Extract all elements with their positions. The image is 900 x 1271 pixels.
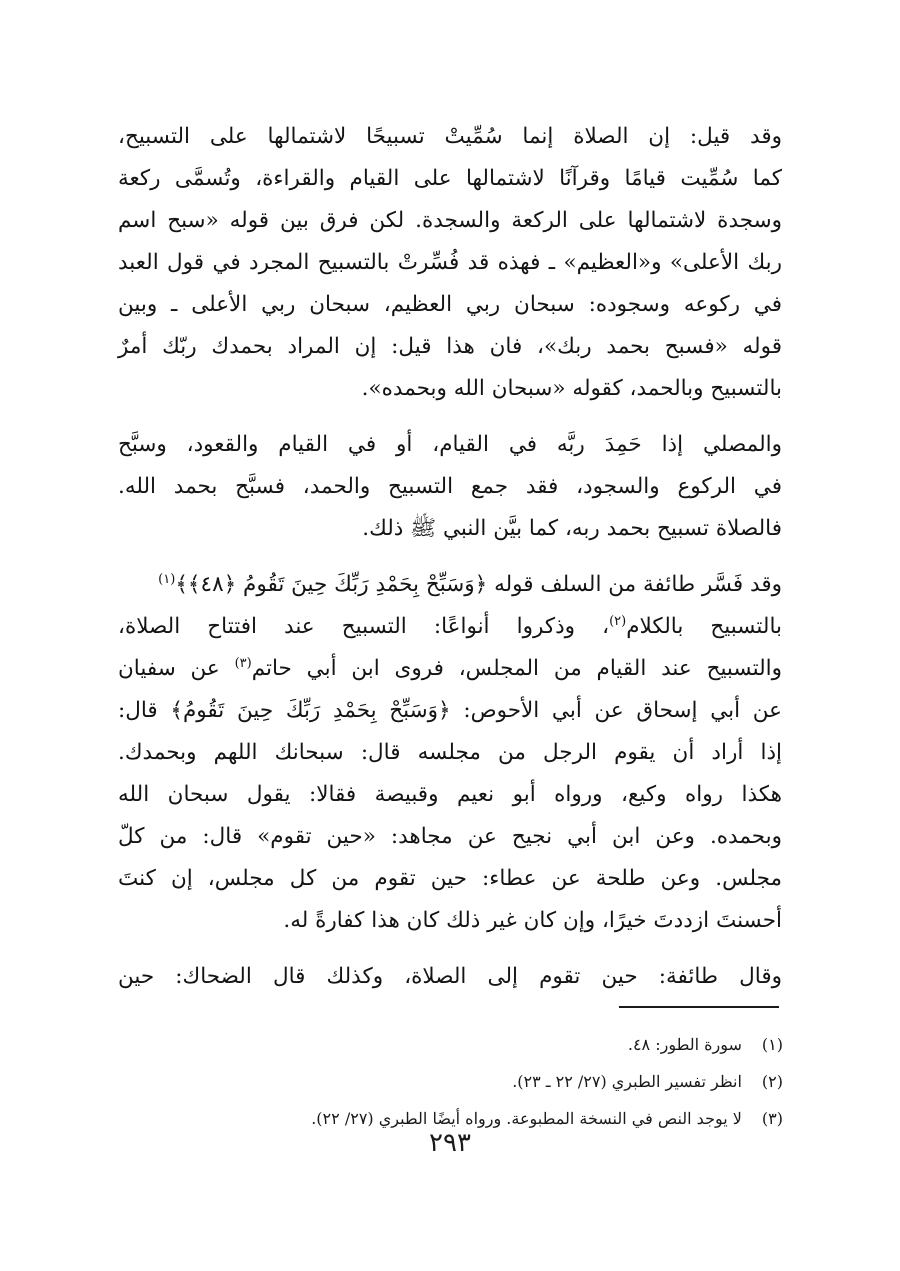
footnote-ref-1: (١): [158, 571, 176, 587]
footnote-divider: [619, 1006, 779, 1008]
paragraph-1: [118, 116, 782, 410]
footnote-number: (٢): [761, 1072, 783, 1091]
footnote-ref-3: (٣): [234, 655, 252, 671]
text-line: وبحمده. وعن ابن أبي نجيح عن مجاهد: «حين تقوم» قال: من كلّ: [118, 824, 782, 849]
footnote-text: لا يوجد النص في النسخة المطبوعة. ورواه أيضًا الطبري (٢٧/ ٢٢).: [311, 1109, 742, 1128]
footnote-text: انظر تفسير الطبري (٢٧/ ٢٢ ـ ٢٣).: [512, 1072, 742, 1091]
text-line: وقال طائفة: حين تقوم إلى الصلاة، وكذلك قال الضحاك: حين: [118, 964, 782, 989]
text-line: عن أبي إسحاق عن أبي الأحوص: ﴿وَسَبِّحْ بِحَمْدِ رَبِّكَ حِينَ تَقُومُ﴾ قال:: [118, 698, 782, 723]
text-line: وسجدة لاشتمالها على الركعة والسجدة. لكن فرق بين قوله «سبح اسم: [118, 208, 782, 233]
text-span: عن سفيان: [118, 656, 235, 681]
page-number: ٢٩٣: [429, 1128, 471, 1158]
text-line: ربك الأعلى» و«العظيم» ـ فهذه قد فُسِّرتْ بالتسبيح المجرد في قول العبد: [118, 250, 782, 275]
text-line: بالتسبيح وبالحمد، كقوله «سبحان الله وبحمده».: [361, 376, 782, 401]
text-line: فالصلاة تسبيح بحمد ربه، كما بيَّن النبي ﷺ ذلك.: [362, 516, 782, 541]
text-span: والتسبيح عند القيام من المجلس، فروى ابن أبي حاتم: [251, 656, 782, 681]
text-line: مجلس. وعن طلحة عن عطاء: حين تقوم من كل مجلس، إن كنتَ: [118, 866, 782, 891]
text-line: أحسنتَ ازددتَ خيرًا، وإن كان غير ذلك كان هذا كفارةً له.: [283, 908, 782, 933]
main-text: [118, 116, 782, 1012]
text-line: كما سُمِّيت قيامًا وقرآنًا لاشتمالها على القيام والقراءة، وتُسمَّى ركعة: [118, 166, 782, 191]
paragraph-3: [118, 564, 782, 942]
paragraph-2: [118, 424, 782, 550]
text-line: إذا أراد أن يقوم الرجل من مجلسه قال: سبحانك اللهم وبحمدك.: [118, 740, 782, 765]
footnote-number: (١): [761, 1035, 783, 1054]
text-line: [118, 606, 782, 648]
footnote-text: سورة الطور: ٤٨.: [627, 1035, 742, 1054]
footnote: [160, 1026, 783, 1063]
footnote: [160, 1063, 783, 1100]
text-span: ، وذكروا أنواعًا: التسبيح عند افتتاح الصلاة،: [118, 614, 610, 639]
text-line: في الركوع والسجود، فقد جمع التسبيح والحمد، فسبَّح بحمد الله.: [118, 474, 782, 499]
footnote-ref-2: (٢): [609, 613, 627, 629]
footnotes: [160, 1026, 783, 1137]
text-line: في ركوعه وسجوده: سبحان ربي العظيم، سبحان ربي الأعلى ـ وبين: [118, 292, 782, 317]
footnote-number: (٣): [761, 1109, 783, 1128]
text-line: هكذا رواه وكيع، ورواه أبو نعيم وقبيصة فقالا: يقول سبحان الله: [118, 782, 782, 807]
text-line: وقد قيل: إن الصلاة إنما سُمِّيتْ تسبيحًا لاشتمالها على التسبيح،: [118, 124, 782, 149]
text-line: قوله «فسبح بحمد ربك»، فان هذا قيل: إن المراد بحمدك ربّك أمرٌ: [118, 334, 782, 359]
paragraph-4: [118, 956, 782, 998]
text-line: [118, 564, 782, 606]
text-span: بالتسبيح بالكلام: [626, 614, 782, 639]
text-line: والمصلي إذا حَمِدَ ربَّه في القيام، أو في القيام والقعود، وسبَّح: [118, 432, 782, 457]
text-span: وقد فَسَّر طائفة من السلف قوله ﴿وَسَبِّحْ بِحَمْدِ رَبِّكَ حِينَ تَقُومُ ﴿٤٨﴾﴾: [175, 572, 782, 597]
text-line: [118, 648, 782, 690]
